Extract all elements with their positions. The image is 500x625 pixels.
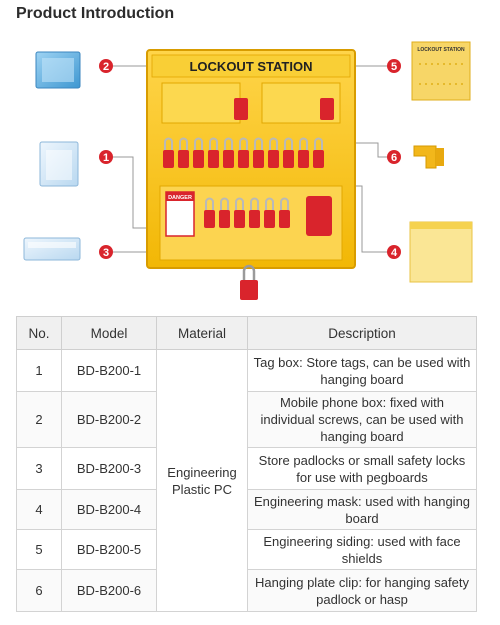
- cell-no: 6: [17, 570, 62, 612]
- svg-text:LOCKOUT STATION: LOCKOUT STATION: [417, 47, 465, 53]
- mask-image: [410, 222, 472, 282]
- header-material: Material: [157, 317, 248, 350]
- cell-description: Engineering siding: used with face shields: [248, 530, 477, 570]
- cell-no: 5: [17, 530, 62, 570]
- plate-clip-image: [414, 146, 444, 168]
- tag-box-image: [36, 52, 80, 88]
- padlock-box-image: [24, 238, 80, 260]
- lock-row-top: [163, 150, 324, 168]
- page-title: Product Introduction: [16, 5, 175, 22]
- header-description: Description: [248, 317, 477, 350]
- lock-icon: [234, 98, 248, 120]
- cell-no: 1: [17, 350, 62, 392]
- callout-1: 1: [102, 152, 110, 164]
- callout-4: 4: [390, 247, 398, 259]
- siding-image: [412, 42, 470, 100]
- svg-text:DANGER: DANGER: [168, 195, 192, 201]
- cell-material: Engineering Plastic PC: [157, 350, 248, 612]
- product-table: [16, 316, 477, 612]
- cell-description: Tag box: Store tags, can be used with hanging board: [248, 350, 477, 392]
- cell-model: BD-B200-4: [62, 490, 157, 530]
- cell-model: BD-B200-5: [62, 530, 157, 570]
- cell-model: BD-B200-2: [62, 392, 157, 448]
- table-row: [17, 350, 477, 392]
- header-no: No.: [17, 317, 62, 350]
- callout-6: 6: [390, 152, 398, 164]
- cell-description: Store padlocks or small safety locks for use with pegboards: [248, 448, 477, 490]
- callout-2: 2: [102, 61, 110, 73]
- cell-description: Hanging plate clip: for hanging safety padlock or hasp: [248, 570, 477, 612]
- header-model: Model: [62, 317, 157, 350]
- cell-model: BD-B200-3: [62, 448, 157, 490]
- cell-description: Mobile phone box: fixed with individual screws, can be used with hanging board: [248, 392, 477, 448]
- padlock-icon: [240, 280, 258, 300]
- cell-no: 2: [17, 392, 62, 448]
- cell-no: 4: [17, 490, 62, 530]
- cell-model: BD-B200-6: [62, 570, 157, 612]
- cell-no: 3: [17, 448, 62, 490]
- product-figure: [0, 0, 500, 310]
- cell-description: Engineering mask: used with hanging board: [248, 490, 477, 530]
- cell-model: BD-B200-1: [62, 350, 157, 392]
- station-title: LOCKOUT STATION: [189, 59, 313, 74]
- phone-box-image: [40, 142, 78, 186]
- callout-3: 3: [102, 247, 110, 259]
- callout-5: 5: [390, 61, 398, 73]
- lockout-station: [147, 50, 355, 300]
- lock-icon: [320, 98, 334, 120]
- table-header-row: [17, 317, 477, 350]
